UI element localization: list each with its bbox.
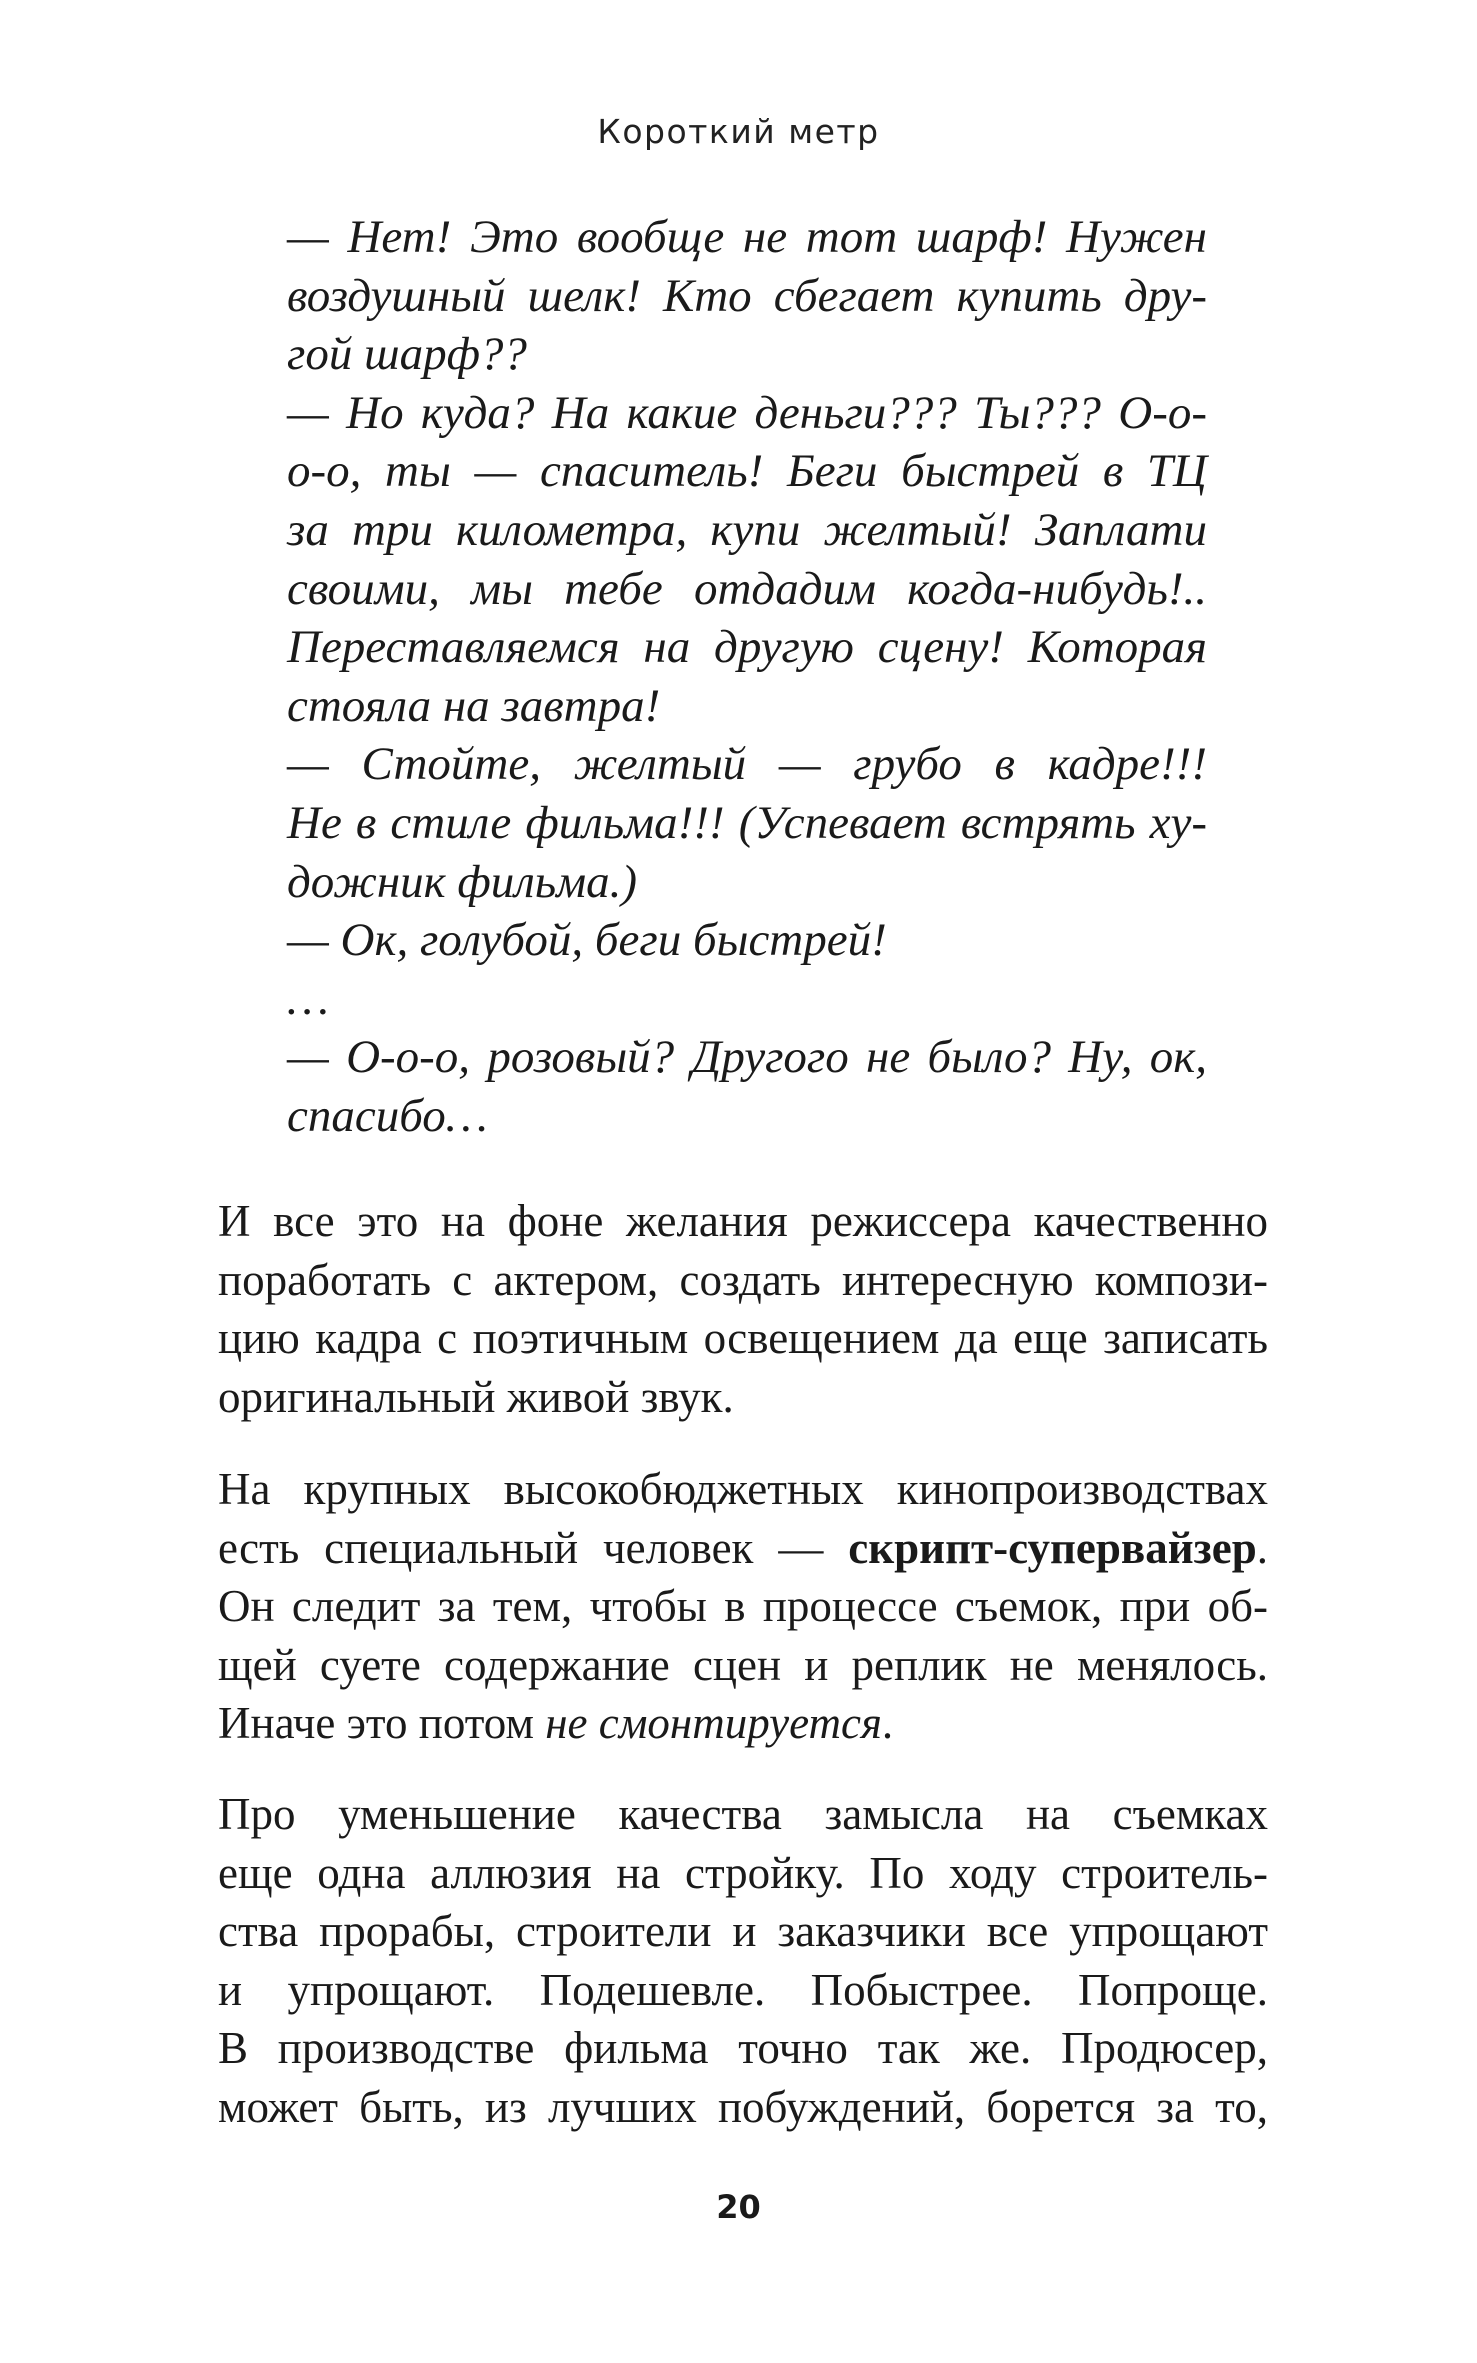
dialogue-line: спасибо… bbox=[287, 1089, 488, 1142]
dialogue-line: о-о, ты — спаситель! Беги быстрей в ТЦ bbox=[287, 445, 1207, 498]
paragraph-line: оригинальный живой звук. bbox=[218, 1371, 734, 1422]
dialogue-block bbox=[287, 208, 1207, 1146]
paragraph-line: поработать с актером, создать интересную компози- bbox=[218, 1254, 1268, 1305]
paragraph-line: и упрощают. Подешевле. Побыстрее. Попроще. bbox=[218, 1964, 1268, 2015]
paragraph-line: щей суете содержание сцен и реплик не менялось. bbox=[218, 1639, 1268, 1690]
paragraph-line: На крупных высокобюджетных кинопроизводствах bbox=[218, 1464, 1268, 1514]
page-number: 20 bbox=[716, 2188, 761, 2226]
dialogue-line: дожник фильма.) bbox=[287, 855, 638, 908]
dialogue-line: Не в стиле фильма!!! (Успевает встрять ху- bbox=[287, 796, 1207, 849]
running-head: Короткий метр bbox=[597, 112, 880, 151]
dialogue-line: гой шарф?? bbox=[287, 328, 527, 381]
dialogue-line: — Ок, голубой, беги быстрей! bbox=[287, 914, 887, 967]
line-text: . bbox=[1256, 1522, 1268, 1573]
paragraph-3 bbox=[218, 1785, 1268, 2137]
paragraph-line bbox=[218, 1519, 1268, 1578]
dialogue-line: — Но куда? На какие деньги??? Ты??? О-о- bbox=[287, 386, 1207, 439]
dialogue-line: своими, мы тебе отдадим когда-нибудь!.. bbox=[287, 562, 1207, 615]
paragraph-line bbox=[218, 1694, 1268, 1753]
paragraph-line: Он следит за тем, чтобы в процессе съемок, при об- bbox=[218, 1581, 1268, 1632]
line-text: Иначе это потом bbox=[218, 1698, 546, 1749]
paragraph-2 bbox=[218, 1460, 1268, 1753]
paragraph-line: может быть, из лучших побуждений, борется за то, bbox=[218, 2081, 1268, 2132]
paragraph-line: цию кадра с поэтичным освещением да еще записать bbox=[218, 1313, 1268, 1364]
dialogue-line: — Нет! Это вообще не тот шарф! Нужен bbox=[287, 211, 1207, 263]
line-text: есть специальный человек — bbox=[218, 1522, 849, 1573]
dialogue-line: воздушный шелк! Кто сбегает купить дру- bbox=[287, 269, 1207, 322]
paragraph-line: еще одна аллюзия на стройку. По ходу строитель- bbox=[218, 1847, 1268, 1898]
dialogue-line: Переставляемся на другую сцену! Которая bbox=[287, 621, 1207, 674]
line-text: . bbox=[881, 1698, 894, 1749]
paragraph-line: Про уменьшение качества замысла на съемках bbox=[218, 1789, 1268, 1839]
paragraph-line: ства прорабы, строители и заказчики все упрощают bbox=[218, 1906, 1268, 1957]
emphasis-text: не смонтируется bbox=[545, 1698, 882, 1749]
dialogue-line: стояла на завтра! bbox=[287, 679, 661, 732]
dialogue-line: за три километра, купи желтый! Заплати bbox=[287, 503, 1207, 556]
dialogue-line: … bbox=[287, 972, 329, 1025]
paragraph-line: В производстве фильма точно так же. Продюсер, bbox=[218, 2023, 1268, 2074]
dialogue-line: — Стойте, желтый — грубо в кадре!!! bbox=[287, 738, 1207, 791]
paragraph-1 bbox=[218, 1192, 1268, 1426]
paragraph-line: И все это на фоне желания режиссера качественно bbox=[218, 1196, 1268, 1246]
term-script-supervisor: скрипт-супервайзер bbox=[848, 1522, 1257, 1573]
dialogue-line: — О-о-о, розовый? Другого не было? Ну, ок, bbox=[287, 1031, 1207, 1084]
